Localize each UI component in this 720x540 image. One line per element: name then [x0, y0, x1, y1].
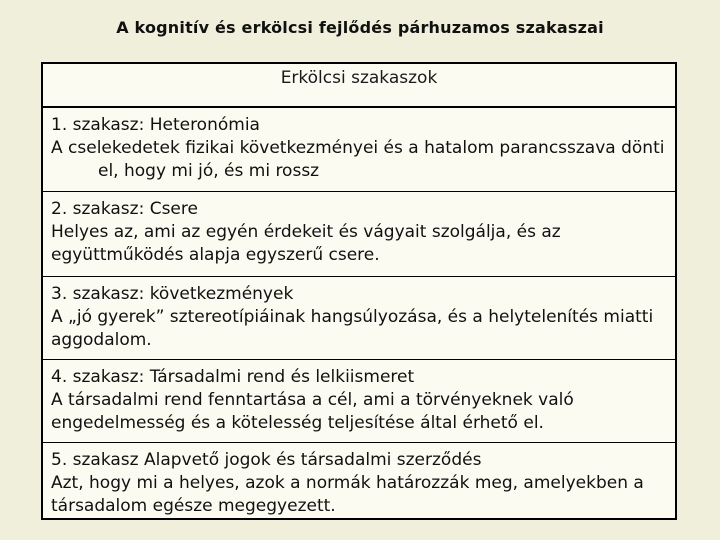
stage-title: 5. szakasz Alapvető jogok és társadalmi szerződés — [51, 450, 482, 470]
table-row-stage-2 — [43, 192, 675, 277]
slide-title: A kognitív és erkölcsi fejlődés párhuzamos szakaszai — [116, 18, 604, 37]
table-row-stage-3 — [43, 277, 675, 360]
stage-title: 1. szakasz: Heteronómia — [51, 115, 260, 135]
stage-description: Azt, hogy mi a helyes, azok a normák határozzák meg, amelyekben a társadalom egésze megegyezett. — [51, 473, 644, 516]
table-header: Erkölcsi szakaszok — [43, 64, 675, 108]
stage-title: 3. szakasz: következmények — [51, 284, 294, 304]
table-row-stage-5 — [43, 443, 675, 518]
stage-title: 2. szakasz: Csere — [51, 199, 198, 219]
table-row-stage-4 — [43, 360, 675, 443]
stage-description: A cselekedetek fizikai következményei és a hatalom parancsszava dönti el, hogy mi jó, és mi rossz — [51, 138, 665, 181]
stage-description: A társadalmi rend fenntartása a cél, ami a törvényeknek való engedelmesség és a kötelesség teljesítése által érhető el. — [51, 390, 574, 433]
stage-title: 4. szakasz: Társadalmi rend és lelkiismeret — [51, 367, 415, 387]
table-row-stage-1 — [43, 108, 675, 192]
stage-description: Helyes az, ami az egyén érdekeit és vágyait szolgálja, és az együttműködés alapja egyszerű csere. — [51, 222, 561, 265]
moral-stages-table — [41, 62, 677, 520]
stage-description: A „jó gyerek” sztereotípiáinak hangsúlyozása, és a helytelenítés miatti aggodalom. — [51, 307, 654, 350]
